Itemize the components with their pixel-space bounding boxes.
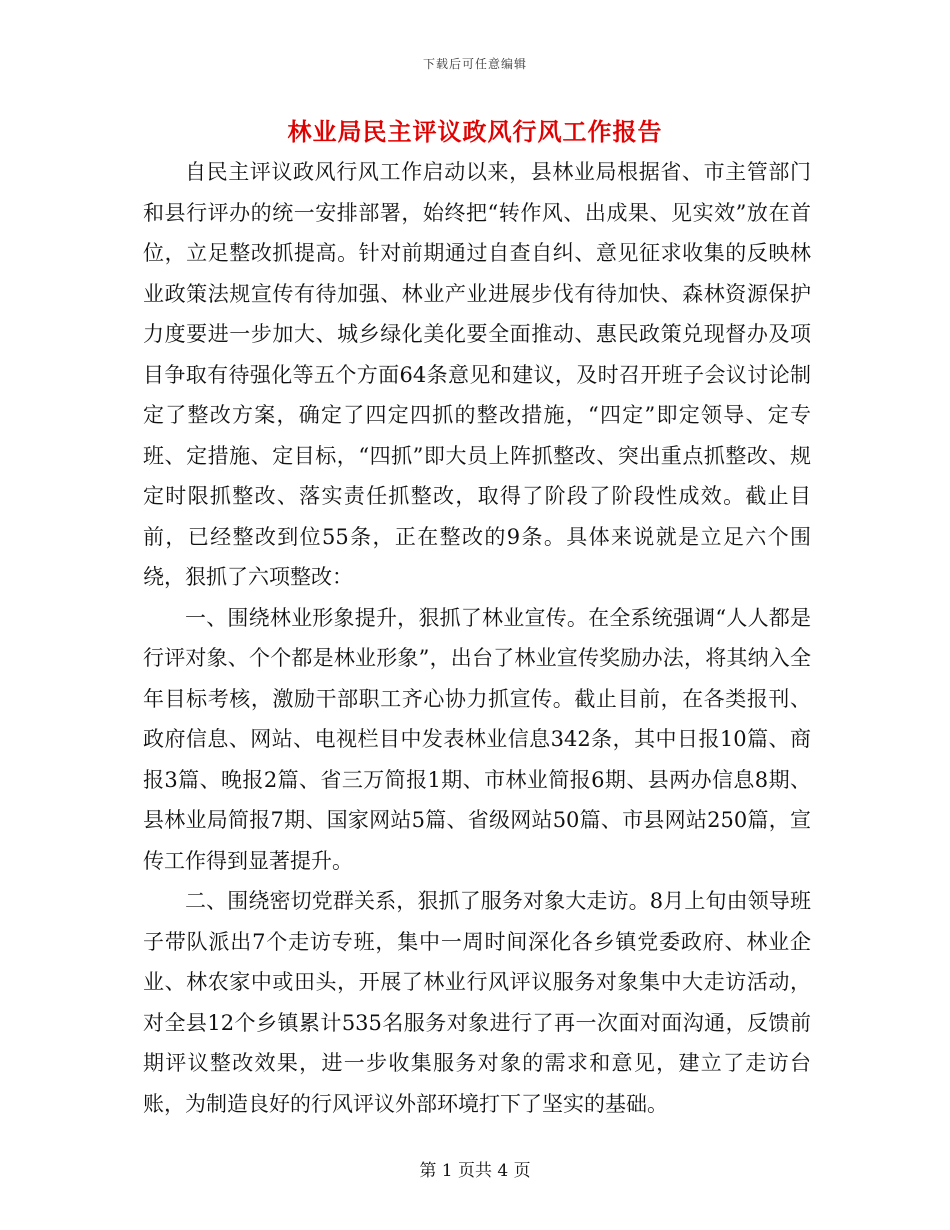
document-title: 林业局民主评议政风行风工作报告 xyxy=(287,117,663,146)
paragraph-section-1: 一、围绕林业形象提升，狠抓了林业宣传。在全系统强调“人人都是行评对象、个个都是林业形象”，出台了林业宣传奖励办法，将其纳入全年目标考核，激励干部职工齐心协力抓宣传。截止目前，在各类报刊、政府信息、网站、电视栏目中发表林业信息342条，其中日报10篇、商报3篇、晚报2篇、省三万简报1期、市林业简报6期、县两办信息8期、县林业局简报7期、国家网站5篇、省级网站50篇、市县网站250篇，宣传工作得到显著提升。 xyxy=(143,605,811,873)
paragraph-section-2: 二、围绕密切党群关系，狠抓了服务对象大走访。8月上旬由领导班子带队派出7个走访专班，集中一周时间深化各乡镇党委政府、林业企业、林农家中或田头，开展了林业行风评议服务对象集中大走访活动，对全县12个乡镇累计535名服务对象进行了再一次面对面沟通，反馈前期评议整改效果，进一步收集服务对象的需求和意见，建立了走访台账，为制造良好的行风评议外部环境打下了坚实的基础。 xyxy=(143,889,811,1116)
document-body xyxy=(143,152,811,1124)
paragraph-intro: 自民主评议政风行风工作启动以来，县林业局根据省、市主管部门和县行评办的统一安排部署，始终把“转作风、出成果、见实效”放在首位，立足整改抓提高。针对前期通过自查自纠、意见征求收集的反映林业政策法规宣传有待加强、林业产业进展步伐有待加快、森林资源保护力度要进一步加大、城乡绿化美化要全面推动、惠民政策兑现督办及项目争取有待强化等五个方面64条意见和建议，及时召开班子会议讨论制定了整改方案，确定了四定四抓的整改措施，“四定”即定领导、定专班、定措施、定目标，“四抓”即大员上阵抓整改、突出重点抓整改、规定时限抓整改、落实责任抓整改，取得了阶段了阶段性成效。截止目前，已经整改到位55条，正在整改的9条。具体来说就是立足六个围绕，狠抓了六项整改： xyxy=(143,160,811,589)
page-number: 第 1 页共 4 页 xyxy=(419,1161,531,1181)
header-note: 下载后可任意编辑 xyxy=(422,57,527,71)
